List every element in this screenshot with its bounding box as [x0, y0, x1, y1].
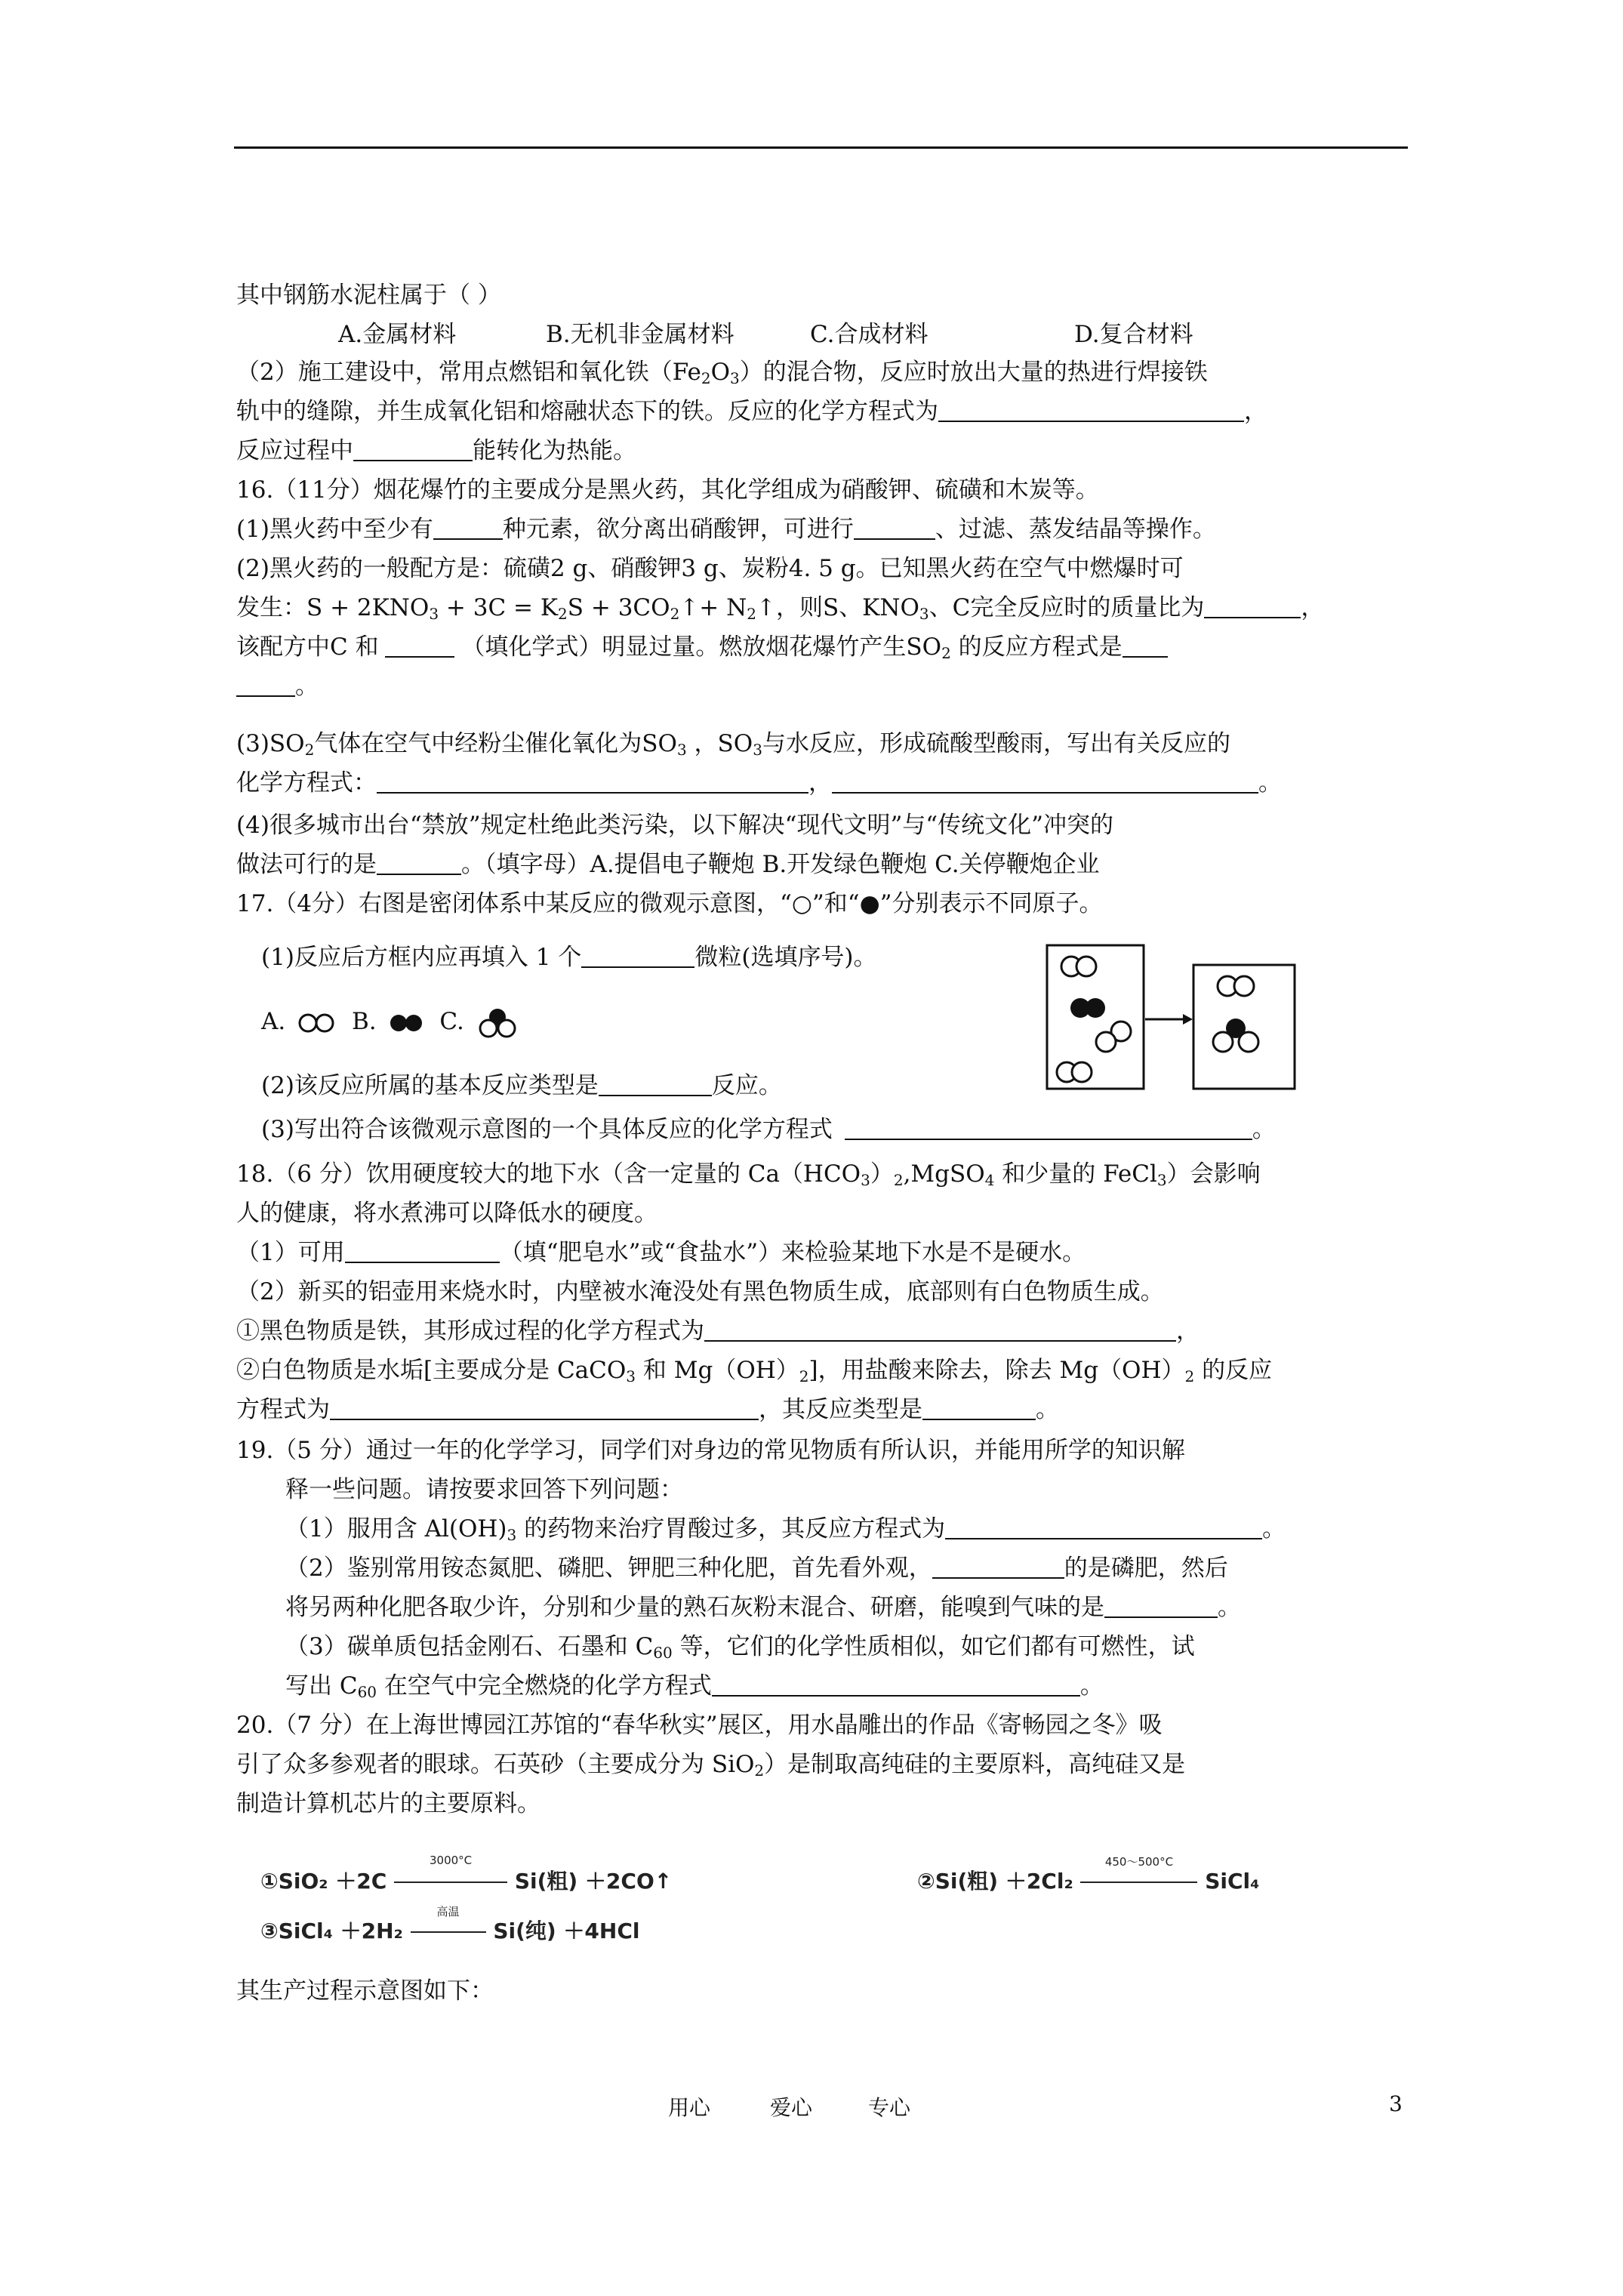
answer-blank[interactable] [236, 673, 295, 697]
q16-p2-line2: 发生：$S + 2KNO_3 + 3C = K_2S$ + $3CO_2↑+$ $N_2↑$，则S、$KNO_3$、C完全反应时的质量比为 ， [236, 594, 1325, 623]
q17-option-a-label: A. [261, 1008, 286, 1035]
answer-blank[interactable] [712, 1672, 1080, 1697]
q20-line3: 制造计算机芯片的主要原料。 [236, 1790, 540, 1817]
answer-blank[interactable] [845, 1116, 1252, 1140]
page-number: 3 [1389, 2091, 1403, 2116]
q17-option-b-label: B. [351, 1008, 377, 1035]
q15-option-d: D.复合材料 [1074, 321, 1193, 348]
two-white-atoms-icon [293, 1010, 344, 1036]
answer-blank[interactable] [353, 437, 473, 461]
answer-blank[interactable] [854, 516, 935, 540]
answer-blank[interactable] [1123, 633, 1168, 658]
q18-c2-line1: ②白色物质是水垢[主要成分是 CaCO$_3$ 和 $Mg(OH)_2$]，用盐酸来除去，除去 $Mg(OH)_2$ 的反应 [236, 1357, 1273, 1385]
q15-p2-line1: （2）施工建设中，常用点燃铝和氧化铁$(Fe_2O_3)$的混合物，反应时放出大量的热进行焊接铁 [236, 359, 1208, 387]
q18-line2: 人的健康，将水煮沸可以降低水的硬度。 [236, 1200, 658, 1227]
q19-line1: 19.（5 分）通过一年的化学学习，同学们对身边的常见物质有所认识，并能用所学的知识解 [236, 1437, 1185, 1464]
q16-p2-line4: 。 [236, 669, 319, 704]
q15-p2-line2: 轨中的缝隙，并生成氧化铝和熔融状态下的铁。反应的化学方程式为 ， [236, 398, 1267, 425]
q16-p3-line1: $(3)SO_2$气体在空气中经粉尘催化氧化为$SO_3$ ，$SO_3$与水反应，形成硫酸型酸雨，写出有关反应的 [236, 730, 1230, 759]
q19-p1: （1）服用含 $Al(OH)_3$ 的药物来治疗胃酸过多，其反应方程式为 。 [285, 1515, 1286, 1544]
q15-p2-line3: 反应过程中 能转化为热能。 [236, 437, 636, 464]
q16-head: 16.（11分）烟花爆竹的主要成分是黑火药，其化学组成为硝酸钾、硫磺和木炭等。 [236, 476, 1099, 504]
answer-blank[interactable] [704, 1318, 1176, 1342]
two-black-atoms-icon [383, 1010, 432, 1036]
q15-option-b: B.无机非金属材料 [546, 321, 735, 348]
answer-blank[interactable] [832, 769, 1258, 794]
q15-options [338, 317, 1193, 352]
answer-blank[interactable] [433, 516, 503, 540]
q16-p4-line1: (4)很多城市出台“禁放”规定杜绝此类污染，以下解决“现代文明”与“传统文化”冲突的 [236, 812, 1113, 839]
answer-blank[interactable] [385, 633, 454, 658]
q18-p2: （2）新买的铝壶用来烧水时，内壁被水淹没处有黑色物质生成，底部则有白色物质生成。 [236, 1278, 1164, 1305]
q17-p1: (1)反应后方框内应再填入 1 个 微粒(选填序号)。 [261, 944, 877, 971]
answer-blank[interactable] [330, 1396, 759, 1420]
q18-p1: （1）可用 （填“肥皂水”或“食盐水”）来检验某地下水是不是硬水。 [236, 1239, 1086, 1266]
q15-lead: 其中钢筋水泥柱属于（ ） [236, 282, 501, 309]
q19-p2-line2: 将另两种化肥各取少许，分别和少量的熟石灰粉末混合、研磨，能嗅到气味的是 。 [285, 1594, 1241, 1621]
q19-p2-line1: （2）鉴别常用铵态氮肥、磷肥、钾肥三种化肥，首先看外观， 的是磷肥，然后 [285, 1555, 1228, 1582]
q16-p2-line1: (2)黑火药的一般配方是：硫磺2 g、硝酸钾3 g、炭粉4. 5 g。已知黑火药在空气中燃爆时可 [236, 555, 1184, 582]
q20-tail: 其生产过程示意图如下： [236, 1977, 494, 2005]
footer-motto-1: 用心 [668, 2095, 711, 2120]
q19-line2: 释一些问题。请按要求回答下列问题： [285, 1476, 683, 1503]
reaction-micro-diagram [1046, 944, 1332, 1091]
answer-blank[interactable] [922, 1396, 1036, 1420]
q15-option-c: C.合成材料 [810, 321, 929, 348]
q16-p2-line3: 该配方中C 和 （填化学式）明显过量。燃放烟花爆竹产生$SO_2$ 的反应方程式是 [236, 630, 1168, 664]
answer-blank[interactable] [945, 1515, 1262, 1539]
q17-head: 17.（4分）右图是密闭体系中某反应的微观示意图，“○”和“●”分别表示不同原子。 [236, 890, 1103, 917]
q19-p3-line1: （3）碳单质包括金刚石、石墨和 $C_{60}$ 等，它们的化学性质相似，如它们都有可燃性，试 [285, 1633, 1195, 1662]
answer-blank[interactable] [1204, 594, 1301, 618]
q16-p4-line2: 做法可行的是 。（填字母）A.提倡电子鞭炮 B.开发绿色鞭炮 C.关停鞭炮企业 [236, 851, 1100, 878]
q17-p2: (2)该反应所属的基本反应类型是 反应。 [261, 1072, 782, 1099]
q19-p3-line2: 写出 $C_{60}$ 在空气中完全燃烧的化学方程式 。 [285, 1672, 1104, 1701]
q16-p3-line2: 化学方程式： ， 。 [236, 769, 1282, 797]
one-black-two-white-atoms-icon [472, 1005, 526, 1041]
equation-3: ③SiCl₄ ＋2H₂ 高温 Si(纯) ＋4HCl [260, 1905, 640, 1943]
q16-p1: (1)黑火药中至少有 种元素，欲分离出硝酸钾，可进行 、过滤、蒸发结晶等操作。 [236, 516, 1216, 543]
q18-line1: 18.（6 分）饮用硬度较大的地下水（含一定量的 $Ca(HCO_3)_2,MgSO_4$ 和少量的 FeCl$_3$）会影响 [236, 1160, 1261, 1189]
q17-options [261, 1004, 526, 1041]
q15-option-a: A.金属材料 [338, 321, 457, 348]
answer-blank[interactable] [377, 769, 808, 794]
equation-1: ①SiO₂ ＋2C 3000°C Si(粗) ＋2CO↑ [260, 1854, 673, 1894]
header-rule [234, 146, 1408, 149]
answer-blank[interactable] [1104, 1594, 1218, 1618]
answer-blank[interactable] [599, 1072, 712, 1096]
answer-blank[interactable] [581, 944, 694, 968]
answer-blank[interactable] [932, 1555, 1064, 1579]
q20-line2: 引了众多参观者的眼球。石英砂（主要成分为 SiO$_2$）是制取高纯硅的主要原料，高纯硅又是 [236, 1751, 1186, 1780]
q17-option-c-label: C. [439, 1008, 464, 1035]
q18-c2-line2: 方程式为 ，其反应类型是 。 [236, 1396, 1059, 1423]
q18-c1: ①黑色物质是铁，其形成过程的化学方程式为 ， [236, 1318, 1200, 1345]
footer-motto-3: 专心 [868, 2095, 911, 2120]
answer-blank[interactable] [377, 851, 461, 875]
q20-line1: 20.（7 分）在上海世博园江苏馆的“春华秋实”展区，用水晶雕出的作品《寄畅园之冬》吸 [236, 1712, 1163, 1739]
answer-blank[interactable] [938, 398, 1244, 422]
equation-2: ②Si(粗) ＋2Cl₂ 450～500°C SiCl₄ [917, 1855, 1260, 1894]
footer-motto-2: 爱心 [770, 2095, 813, 2120]
q17-p3: (3)写出符合该微观示意图的一个具体反应的化学方程式 。 [261, 1116, 1276, 1143]
answer-blank[interactable] [345, 1239, 500, 1263]
